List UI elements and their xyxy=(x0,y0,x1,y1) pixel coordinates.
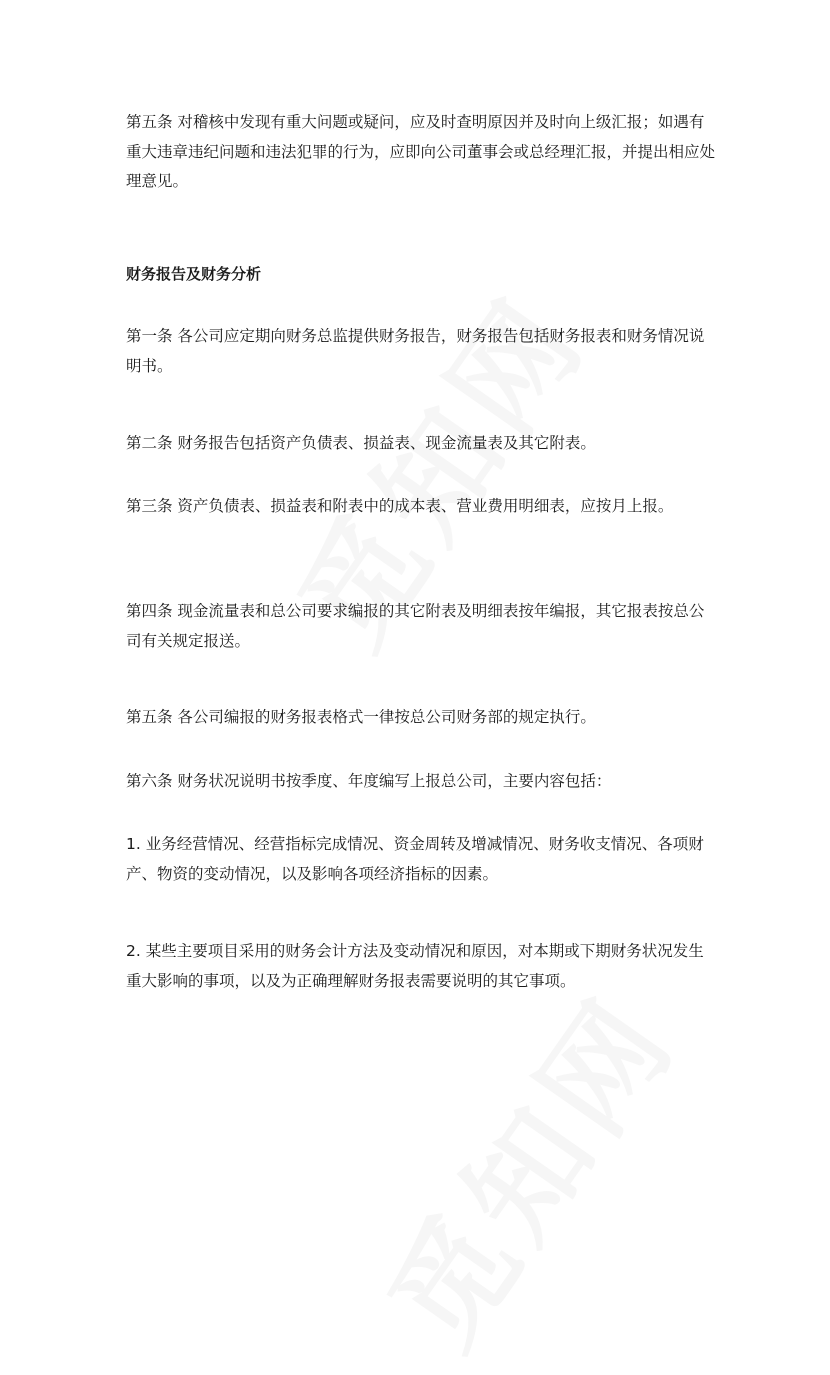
paragraph-article-3: 第三条 资产负债表、损益表和附表中的成本表、营业费用明细表，应按月上报。 xyxy=(126,497,674,515)
watermark xyxy=(343,957,708,1375)
paragraph-article-1: 第一条 各公司应定期向财务总监提供财务报告，财务报告包括财务报表和财务情况说明书。 xyxy=(126,327,705,375)
paragraph-article-5-audit: 第五条 对稽核中发现有重大问题或疑问，应及时查明原因并及时向上级汇报；如遇有重大违章违纪问题和违法犯罪的行为，应即向公司董事会或总经理汇报，并提出相应处理意见。 xyxy=(126,113,716,190)
paragraph-article-5: 第五条 各公司编报的财务报表格式一律按总公司财务部的规定执行。 xyxy=(126,708,596,726)
paragraph-article-4: 第四条 现金流量表和总公司要求编报的其它附表及明细表按年编报，其它报表按总公司有关规定报送。 xyxy=(126,602,705,650)
section-heading: 财务报告及财务分析 xyxy=(126,265,262,283)
paragraph-article-2: 第二条 财务报告包括资产负债表、损益表、现金流量表及其它附表。 xyxy=(126,434,596,452)
list-item-1: 1. 业务经营情况、经营指标完成情况、资金周转及增减情况、财务收支情况、各项财产、物资的变动情况，以及影响各项经济指标的因素。 xyxy=(126,835,704,883)
list-item-2: 2. 某些主要项目采用的财务会计方法及变动情况和原因，对本期或下期财务状况发生重大影响的事项，以及为正确理解财务报表需要说明的其它事项。 xyxy=(126,942,704,990)
paragraph-article-6: 第六条 财务状况说明书按季度、年度编写上报总公司，主要内容包括： xyxy=(126,772,612,790)
